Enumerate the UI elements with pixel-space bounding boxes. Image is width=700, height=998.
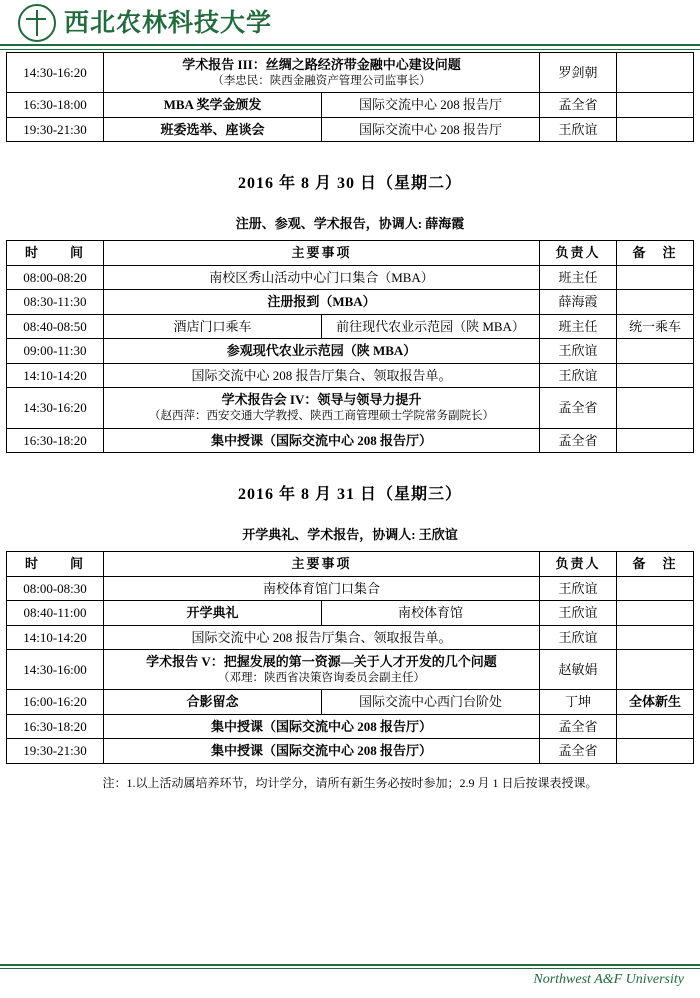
- cell-main-line2: （赵西萍：西安交通大学教授、陕西工商管理硕士学院常务副院长）: [149, 409, 494, 422]
- day2-schedule-table: [6, 240, 694, 453]
- table-row: [7, 314, 694, 339]
- cell-time: 14:10-14:20: [7, 363, 104, 388]
- cell-main: [104, 650, 540, 690]
- table-row: [7, 428, 694, 453]
- table-row: [7, 650, 694, 690]
- day3-coordinator: 开学典礼、学术报告，协调人: 王欣谊: [242, 527, 458, 543]
- cell-time: 14:30-16:00: [7, 650, 104, 690]
- cell-owner: 赵敏娟: [540, 650, 617, 690]
- continued-schedule-table: [6, 52, 694, 142]
- cell-main: 南校区秀山活动中心门口集合（MBA）: [104, 265, 540, 290]
- logo-row: [18, 4, 700, 42]
- cell-time: 14:30-16:20: [7, 53, 104, 93]
- table-header-row: [7, 552, 694, 577]
- cell-main: [104, 53, 540, 93]
- cell-main-line1: 学术报告会 IV：领导与领导力提升: [221, 392, 422, 408]
- cell-note: [617, 339, 694, 364]
- cell-note: [617, 388, 694, 428]
- cell-main: 集中授课（国际交流中心 208 报告厅）: [104, 714, 540, 739]
- continued-schedule-table-wrap: [0, 52, 700, 142]
- col-header-note: 备 注: [617, 241, 694, 266]
- cell-main: 集中授课（国际交流中心 208 报告厅）: [104, 739, 540, 764]
- cell-main: 国际交流中心西门台阶处: [322, 690, 540, 715]
- table-row: [7, 690, 694, 715]
- cell-time: 16:30-18:20: [7, 714, 104, 739]
- col-header-owner: 负责人: [540, 552, 617, 577]
- cell-main: 注册报到（MBA）: [104, 290, 540, 315]
- cell-owner: 班主任: [540, 265, 617, 290]
- cell-main: 国际交流中心 208 报告厅: [322, 117, 540, 142]
- cell-owner: 班主任: [540, 314, 617, 339]
- cell-time: 16:30-18:20: [7, 428, 104, 453]
- cell-note: [617, 625, 694, 650]
- cell-time: 08:40-08:50: [7, 314, 104, 339]
- cell-owner: 孟全省: [540, 428, 617, 453]
- cell-note: [617, 53, 694, 93]
- table-row: [7, 53, 694, 93]
- day3-title: 2016 年 8 月 31 日（星期三）: [237, 486, 462, 504]
- day2-title: 2016 年 8 月 30 日（星期二）: [237, 175, 462, 193]
- cell-owner: 孟全省: [540, 93, 617, 118]
- table-row: [7, 117, 694, 142]
- cell-owner: 王欣谊: [540, 576, 617, 601]
- footer-divider: [0, 964, 700, 966]
- table-row: [7, 265, 694, 290]
- table-row: [7, 363, 694, 388]
- header-divider-thin: [0, 49, 700, 50]
- day2-coordinator: 注册、参观、学术报告，协调人: 薛海霞: [235, 216, 465, 232]
- cell-note: [617, 601, 694, 626]
- cell-owner: 王欣谊: [540, 363, 617, 388]
- cell-main: 国际交流中心 208 报告厅: [322, 93, 540, 118]
- table-row: [7, 576, 694, 601]
- cell-owner: 王欣谊: [540, 117, 617, 142]
- cell-note: [617, 265, 694, 290]
- cell-time: 19:30-21:30: [7, 117, 104, 142]
- cell-main: 集中授课（国际交流中心 208 报告厅）: [104, 428, 540, 453]
- footnote: 注：1.以上活动属培养环节，均计学分，请所有新生务必按时参加；2.9 月 1 日后按课表授课。: [102, 775, 598, 790]
- col-header-owner: 负责人: [540, 241, 617, 266]
- cell-time: 16:00-16:20: [7, 690, 104, 715]
- col-header-note: 备 注: [617, 552, 694, 577]
- cell-owner: 孟全省: [540, 714, 617, 739]
- cell-owner: 孟全省: [540, 739, 617, 764]
- cell-owner: 丁坤: [540, 690, 617, 715]
- cell-main: [104, 388, 540, 428]
- cell-time: 08:00-08:20: [7, 265, 104, 290]
- cell-main-line2: （李忠民：陕西金融资产管理公司监事长）: [212, 74, 431, 87]
- table-row: [7, 739, 694, 764]
- cell-note: [617, 714, 694, 739]
- table-row: [7, 339, 694, 364]
- cell-owner: 王欣谊: [540, 601, 617, 626]
- cell-note: [617, 650, 694, 690]
- cell-time: 08:40-11:00: [7, 601, 104, 626]
- cell-main: 国际交流中心 208 报告厅集合、领取报告单。: [104, 363, 540, 388]
- page-footer: [0, 958, 700, 998]
- cell-time: 19:30-21:30: [7, 739, 104, 764]
- cell-subject: 酒店门口乘车: [104, 314, 322, 339]
- cell-time: 16:30-18:00: [7, 93, 104, 118]
- table-row: [7, 388, 694, 428]
- cell-main-line1: 学术报告 III：丝绸之路经济带金融中心建设问题: [182, 57, 461, 72]
- cell-note: [617, 93, 694, 118]
- table-row: [7, 625, 694, 650]
- cell-time: 14:30-16:20: [7, 388, 104, 428]
- cell-time: 08:00-08:30: [7, 576, 104, 601]
- col-header-time: 时 间: [7, 241, 104, 266]
- day3-table-wrap: [0, 551, 700, 764]
- cell-main-line1: 学术报告 V：把握发展的第一资源—关于人才开发的几个问题: [146, 654, 497, 670]
- table-row: [7, 714, 694, 739]
- cell-subject: 开学典礼: [104, 601, 322, 626]
- cell-main: 国际交流中心 208 报告厅集合、领取报告单。: [104, 625, 540, 650]
- cell-time: 09:00-11:30: [7, 339, 104, 364]
- table-header-row: [7, 241, 694, 266]
- cell-main: 前往现代农业示范园（陕 MBA）: [322, 314, 540, 339]
- cell-note: 统一乘车: [617, 314, 694, 339]
- university-seal-icon: [18, 4, 56, 42]
- cell-subject: 班委选举、座谈会: [104, 117, 322, 142]
- cell-note: [617, 576, 694, 601]
- cell-owner: 罗剑朝: [540, 53, 617, 93]
- cell-time: 08:30-11:30: [7, 290, 104, 315]
- day3-schedule-table: [6, 551, 694, 764]
- cell-note: [617, 290, 694, 315]
- col-header-time: 时 间: [7, 552, 104, 577]
- university-name: 西北农林科技大学: [64, 9, 273, 37]
- cell-note: [617, 363, 694, 388]
- cell-subject: MBA 奖学金颁发: [104, 93, 322, 118]
- footer-divider-thin: [0, 968, 700, 969]
- cell-main: 南校体育馆门口集合: [104, 576, 540, 601]
- day2-table-wrap: [0, 240, 700, 453]
- footer-brand: Northwest A&F University: [533, 972, 684, 987]
- cell-main-line2: （邓理：陕西省决策咨询委员会副主任）: [218, 671, 425, 684]
- cell-main: 参观现代农业示范园（陕 MBA）: [104, 339, 540, 364]
- table-row: [7, 290, 694, 315]
- table-row: [7, 601, 694, 626]
- cell-note: [617, 117, 694, 142]
- page-header: [0, 0, 700, 52]
- header-divider: [0, 44, 700, 46]
- col-header-main: 主要事项: [104, 552, 540, 577]
- cell-owner: 孟全省: [540, 388, 617, 428]
- table-row: [7, 93, 694, 118]
- cell-note: [617, 739, 694, 764]
- col-header-main: 主要事项: [104, 241, 540, 266]
- cell-owner: 王欣谊: [540, 625, 617, 650]
- cell-note: [617, 428, 694, 453]
- cell-time: 14:10-14:20: [7, 625, 104, 650]
- cell-owner: 薛海霞: [540, 290, 617, 315]
- cell-subject: 合影留念: [104, 690, 322, 715]
- cell-note: 全体新生: [617, 690, 694, 715]
- cell-main: 南校体育馆: [322, 601, 540, 626]
- cell-owner: 王欣谊: [540, 339, 617, 364]
